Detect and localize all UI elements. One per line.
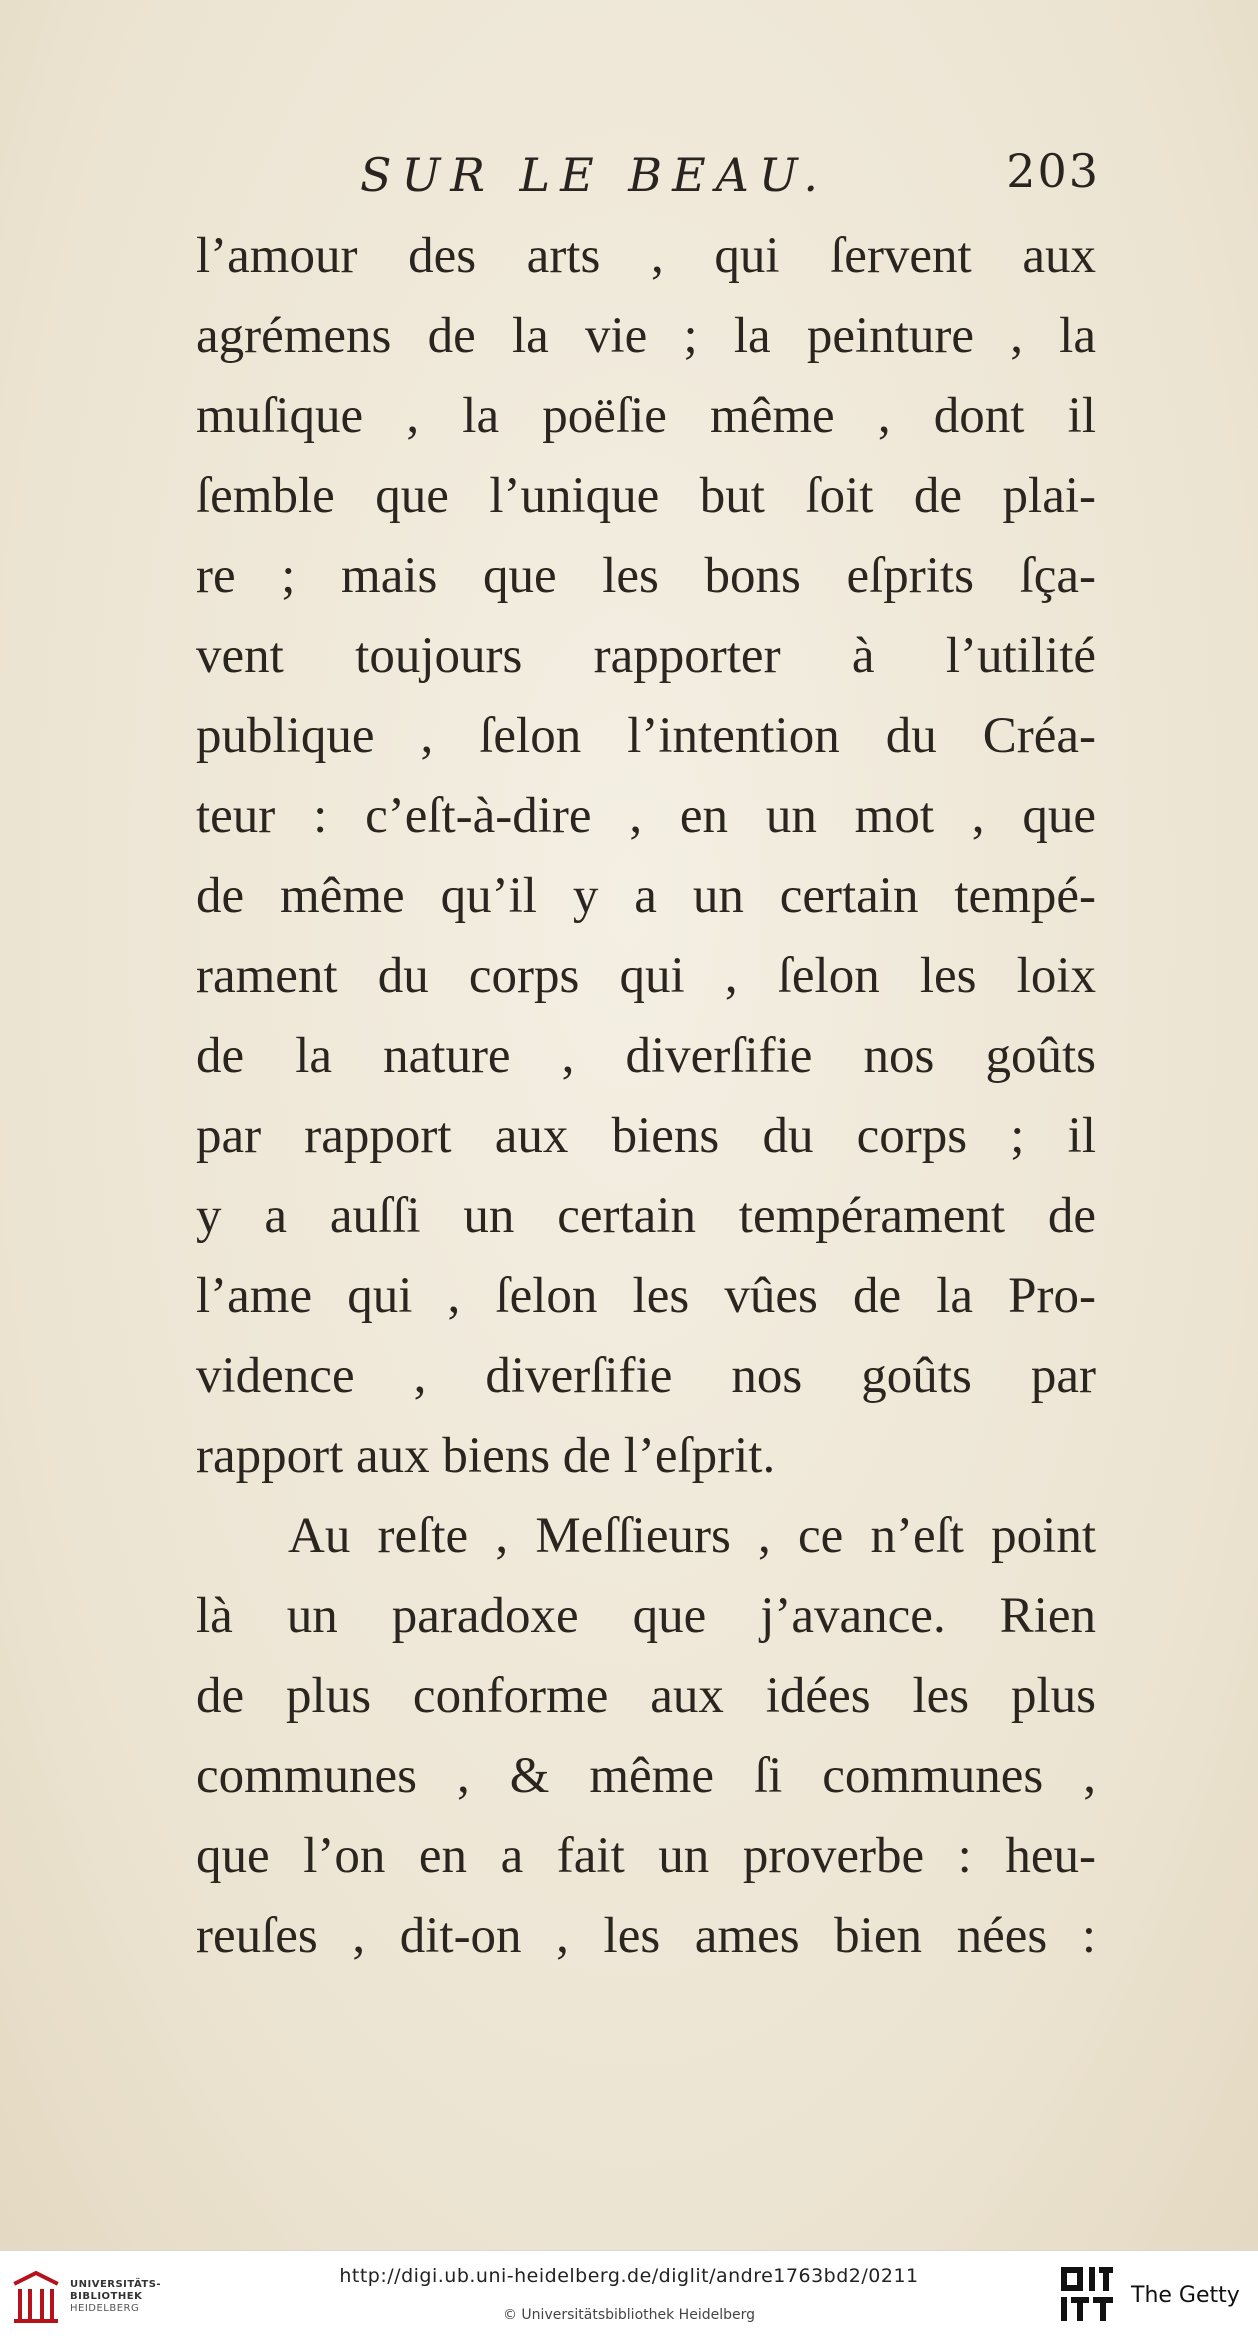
running-head [360,144,1100,218]
text-line: teur : c’eſt-à-dire , en un mot , que [196,788,1096,844]
viewer-footer [0,2250,1258,2340]
text-line: muſique , la poëſie même , dont il [196,388,1096,444]
text-line: rapport aux biens de l’eſprit. [196,1428,776,1484]
text-line: rament du corps qui , ſelon les loix [196,948,1096,1004]
text-line: de la nature , diverſifie nos goûts [196,1028,1096,1084]
library-name-line: UNIVERSITÄTS- [70,2279,162,2290]
text-line: communes , & même ſi communes , [196,1748,1096,1804]
text-line: y a auſſi un certain tempérament de [196,1188,1096,1244]
body-text [196,216,1096,1976]
running-head-title: SUR LE BEAU. [360,148,829,202]
text-line: publique , ſelon l’intention du Créa- [196,708,1096,764]
text-line: de plus conforme aux idées les plus [196,1668,1096,1724]
text-line: ſemble que l’unique but ſoit de plai- [196,468,1096,524]
text-line: là un paradoxe que j’avance. Rien [196,1588,1096,1644]
permalink-url[interactable]: http://digi.ub.uni-heidelberg.de/diglit/andre1763bd2/0211 [339,2265,919,2287]
text-line: par rapport aux biens du corps ; il [196,1108,1096,1164]
text-line: reuſes , dit-on , les ames bien nées : [196,1908,1096,1964]
text-line: re ; mais que les bons eſprits ſça- [196,548,1096,604]
text-line: l’ame qui , ſelon les vûes de la Pro- [196,1268,1096,1324]
getty-emblem-icon [1059,2265,1115,2325]
getty-logo[interactable] [1059,2265,1244,2329]
text-line: vidence , diverſifie nos goûts par [196,1348,1096,1404]
text-line: l’amour des arts , qui ſervent aux [196,228,1096,284]
text-line: agrémens de la vie ; la peinture , la [196,308,1096,364]
text-line: de même qu’il y a un certain tempé- [196,868,1096,924]
text-line: Au reſte , Meſſieurs , ce n’eſt point [288,1508,1096,1564]
library-name-line: BIBLIOTHEK [70,2291,143,2302]
text-line: vent toujours rapporter à l’utilité [196,628,1096,684]
getty-label: The Getty [1131,2283,1240,2308]
library-name-line: HEIDELBERG [70,2303,140,2314]
copyright-notice: © Universitätsbibliothek Heidelberg [502,2307,755,2323]
text-line: que l’on en a fait un proverbe : heu- [196,1828,1096,1884]
page-number: 203 [1006,144,1100,198]
